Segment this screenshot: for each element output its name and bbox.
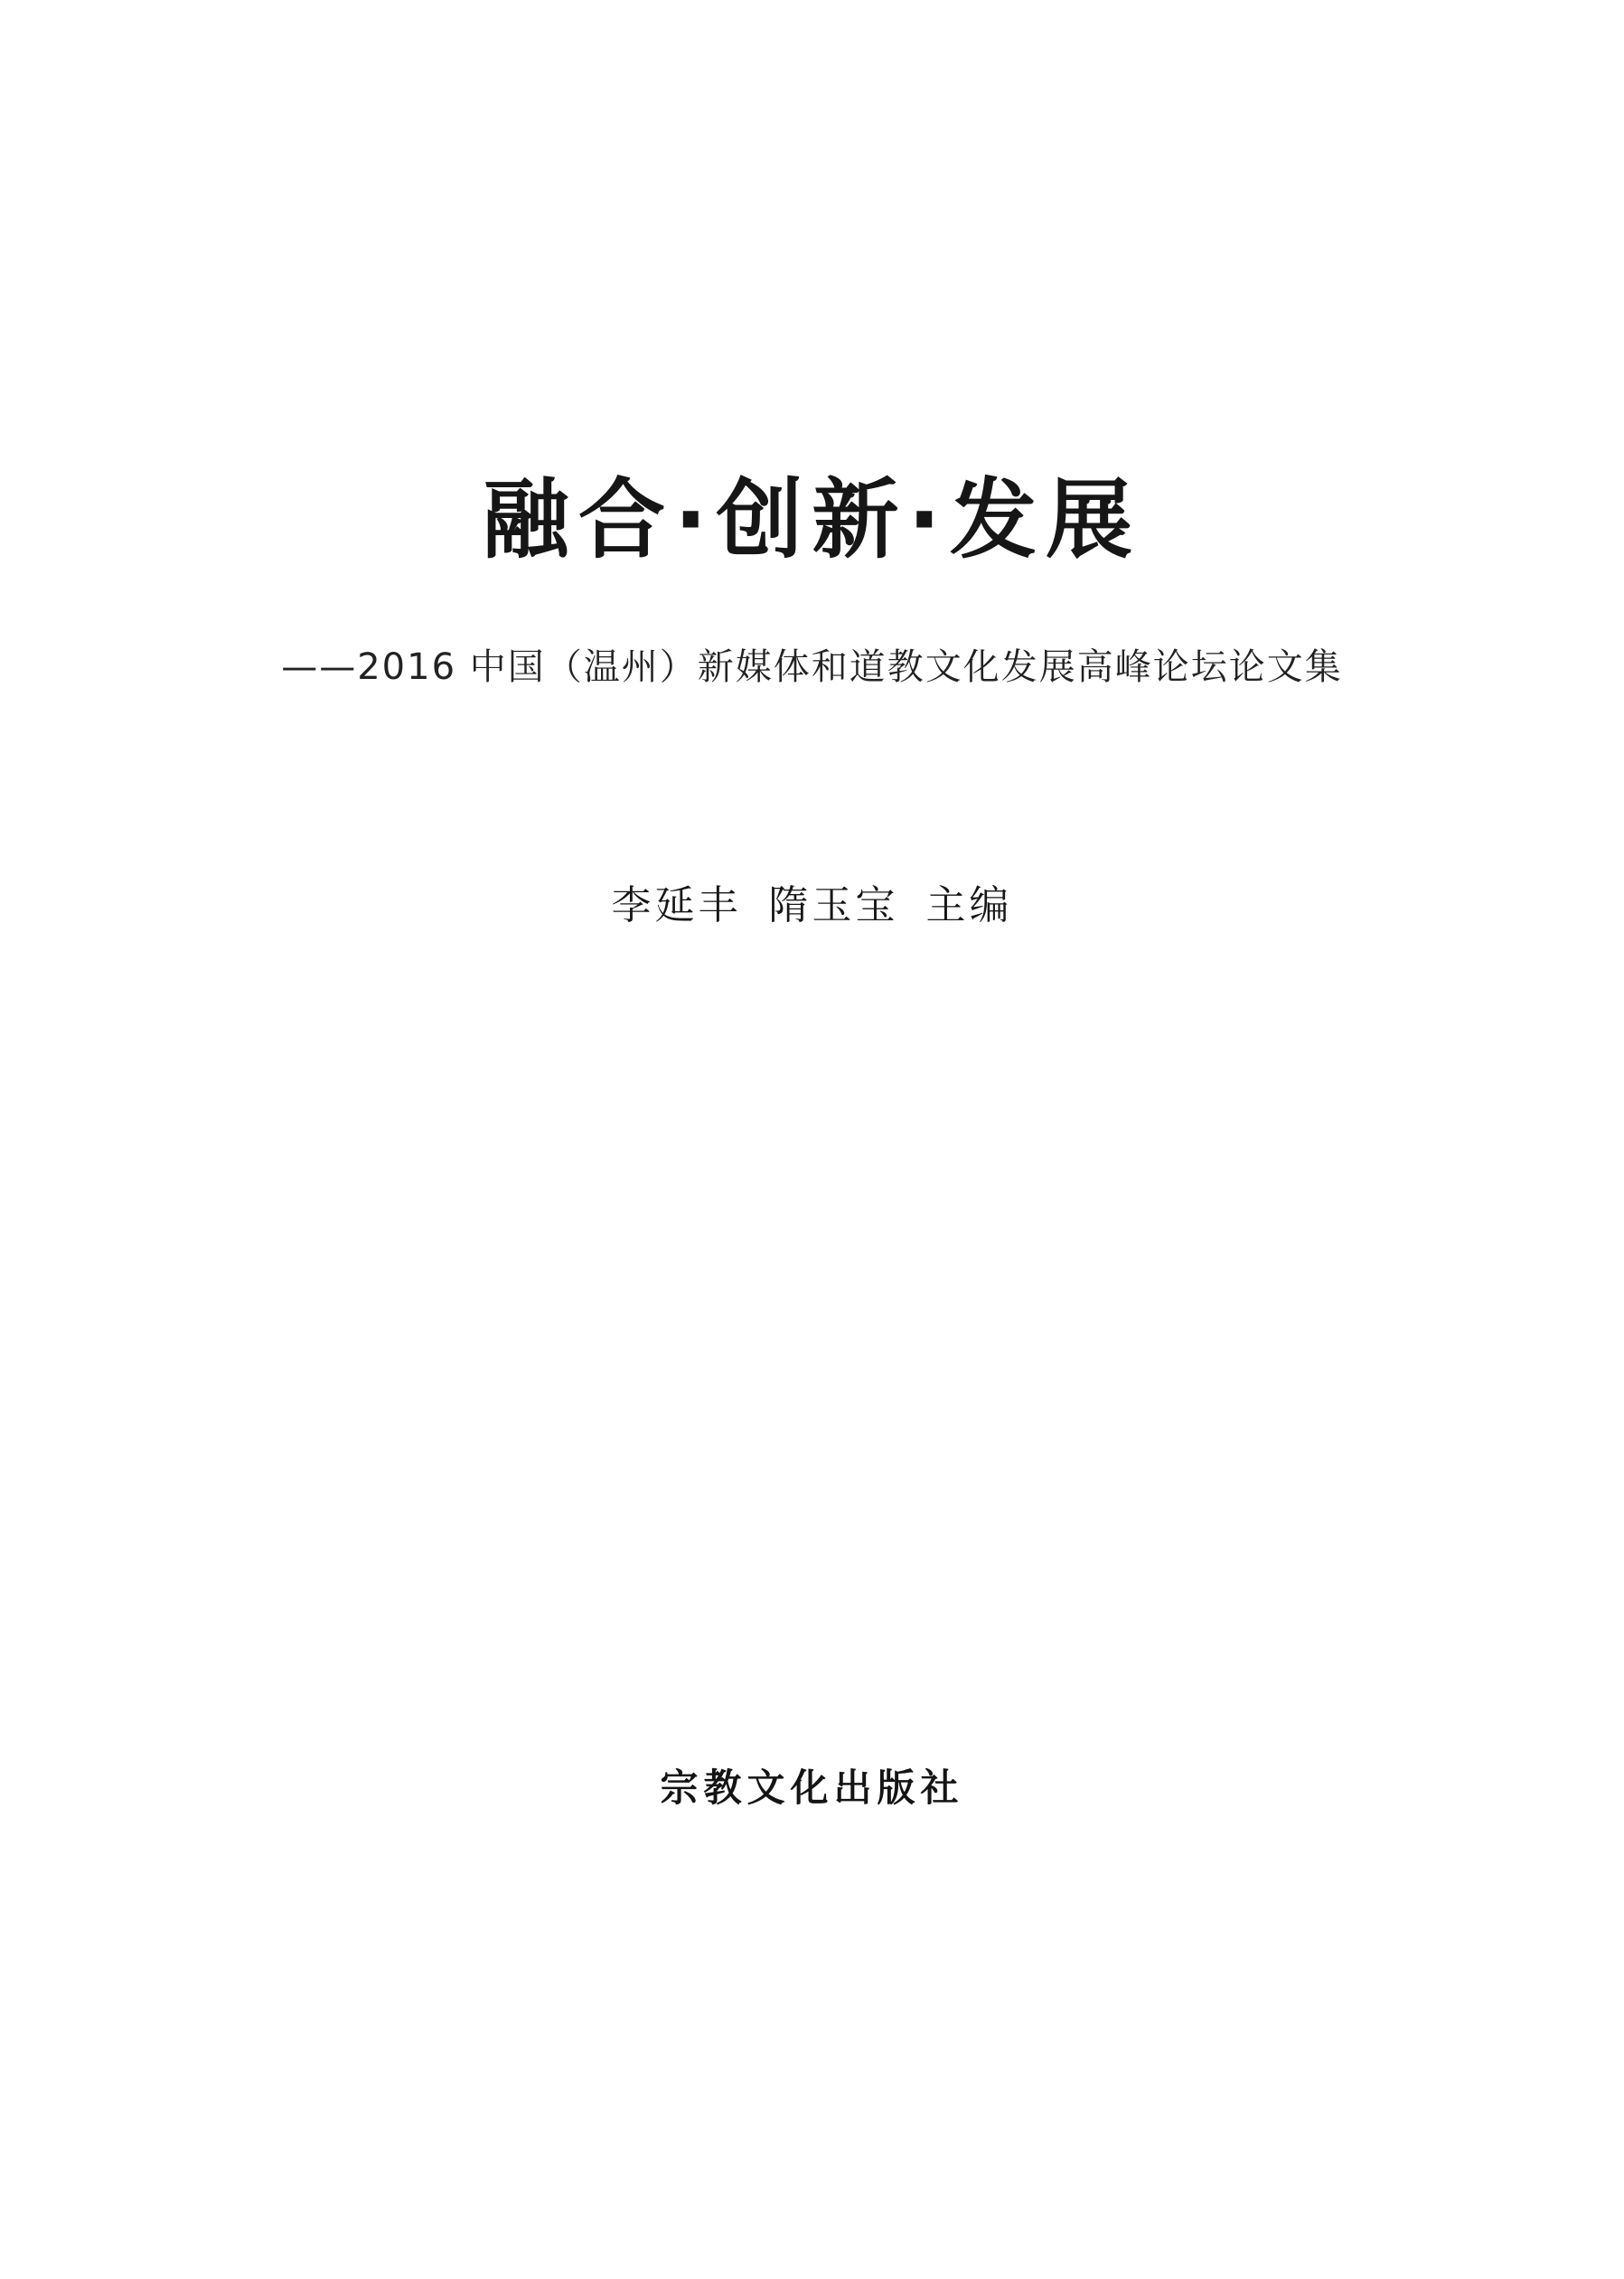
subtitle-container <box>0 644 1624 691</box>
editor-name-second: 隋玉宝 <box>768 882 899 928</box>
page-title: 融合·创新·发展 <box>483 469 1141 570</box>
publisher-name: 宗教文化出版社 <box>660 1766 964 1810</box>
editor-role-label: 主编 <box>925 882 1013 928</box>
publisher-container <box>0 1758 1624 1813</box>
title-container <box>0 470 1624 570</box>
editor-name-first: 李延丰 <box>611 882 742 928</box>
page-subtitle: ——2016 中国（温州）新媒体和道教文化发展高峰论坛论文集 <box>281 646 1343 688</box>
editors-line <box>0 872 1624 930</box>
editors-container <box>0 872 1624 930</box>
